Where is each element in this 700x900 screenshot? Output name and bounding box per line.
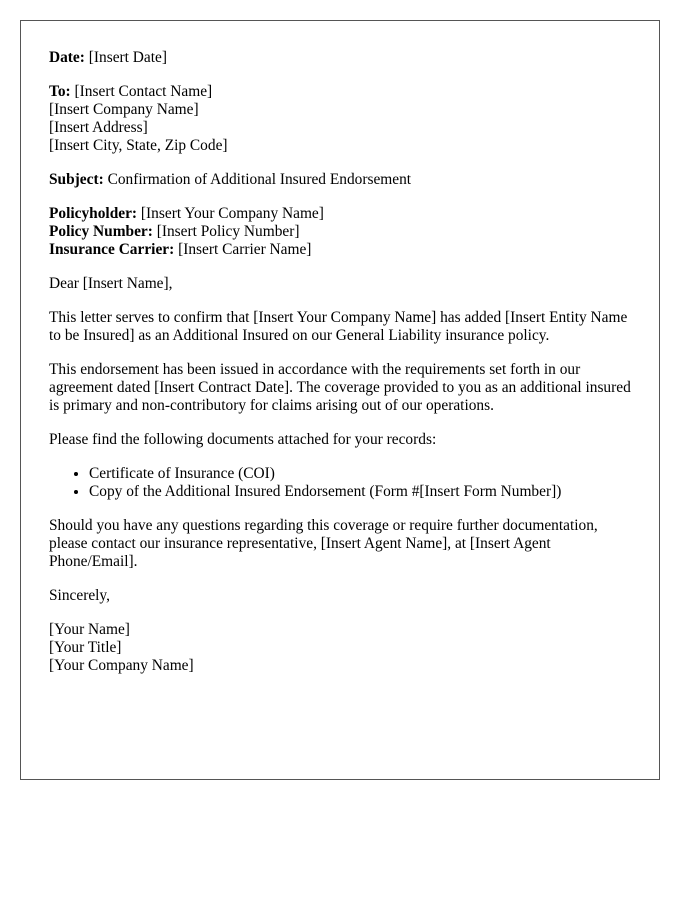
recipient-city-state-zip: [Insert City, State, Zip Code] (49, 137, 228, 154)
sign-off: Sincerely, (49, 587, 110, 604)
list-item: • Certificate of Insurance (COI) (89, 465, 631, 483)
recipient-block (49, 83, 631, 155)
signature-company: [Your Company Name] (49, 657, 194, 674)
signature-title: [Your Title] (49, 639, 122, 656)
recipient-company-name: [Insert Company Name] (49, 101, 199, 118)
to-label: To: (49, 83, 71, 100)
attachments-list (49, 465, 631, 501)
closing-paragraph: Should you have any questions regarding this coverage or require further documentation, please contact our insurance representative, [Insert Agent Name], at [Insert Agent Phone/Email]. (49, 517, 598, 570)
signature-name: [Your Name] (49, 621, 130, 638)
attachments-intro: Please find the following documents attached for your records: (49, 431, 437, 448)
list-item: • Copy of the Additional Insured Endorsement (Form #[Insert Form Number]) (89, 483, 631, 501)
subject-line (49, 171, 631, 189)
signature-block (49, 621, 631, 675)
subject-label: Subject: (49, 171, 104, 188)
date-line (49, 49, 631, 67)
confirmation-paragraph: This letter serves to confirm that [Insert Your Company Name] has added [Insert Entity Name to be Insured] as an Additional Insured on our General Liability insurance policy. (49, 309, 628, 344)
policy-number-value: [Insert Policy Number] (156, 223, 300, 240)
policyholder-label: Policyholder: (49, 205, 138, 222)
subject-value: Confirmation of Additional Insured Endorsement (107, 171, 412, 188)
letter-page (20, 20, 660, 780)
policyholder-value: [Insert Your Company Name] (140, 205, 324, 222)
insurance-carrier-label: Insurance Carrier: (49, 241, 175, 258)
date-value: [Insert Date] (88, 49, 167, 66)
policy-number-label: Policy Number: (49, 223, 153, 240)
recipient-address: [Insert Address] (49, 119, 148, 136)
endorsement-paragraph: This endorsement has been issued in accordance with the requirements set forth in our agreement dated [Insert Contract Date]. The coverage provided to you as an additional insured is primary and non-contributory for claims arising out of our operations. (49, 361, 631, 414)
policy-details (49, 205, 631, 259)
insurance-carrier-value: [Insert Carrier Name] (178, 241, 312, 258)
recipient-contact-name: [Insert Contact Name] (74, 83, 213, 100)
date-label: Date: (49, 49, 85, 66)
salutation: Dear [Insert Name], (49, 275, 173, 292)
